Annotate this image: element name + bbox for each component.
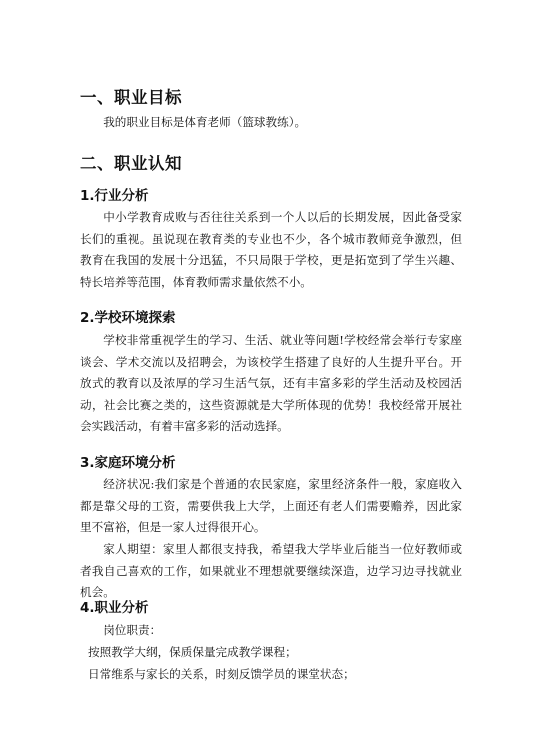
job-duty-item: 日常维系与家长的关系，时刻反馈学员的课堂状态； [88,667,355,681]
job-duties-label: 岗位职责： [103,623,162,637]
family-economic-paragraph: 经济状况:我们家是个普通的农民家庭，家里经济条件一般，家庭收入都是靠父母的工资，需要供我上大学，上面还有老人们需要赡养，因此家里不富裕，但是一家人过得很开心。 [80,477,462,534]
industry-paragraph: 中小学教育成败与否往往关系到一个人以后的长期发展，因此备受家长们的重视。虽说现在教育类的专业也不少，各个城市教师竞争激烈，但教育在我国的发展十分迅猛，不只局限于学校，更是拓宽到了学生兴趣、特长培养等范围，体育教师需求量依然不小。 [80,210,462,289]
career-goal-paragraph: 我的职业目标是体育老师（篮球教练）。 [103,115,307,129]
section-heading-career-goal: 一、职业目标 [80,88,182,107]
subsection-heading-school: 2.学校环境探索 [80,310,176,326]
subsection-heading-family: 3.家庭环境分析 [80,455,176,471]
job-duty-item: 按照教学大纲，保质保量完成教学课程； [88,645,297,659]
subsection-heading-industry: 1.行业分析 [80,188,149,204]
school-paragraph: 学校非常重视学生的学习、生活、就业等问题!学校经常会举行专家座谈会、学术交流以及招聘会，为该校学生搭建了良好的人生提升平台。开放式的教育以及浓厚的学习生活气氛，还有丰富多彩的学生活动及校园活动，社会比赛之类的，这些资源就是大学所体现的优势！我校经常开展社会实践活动，有着丰富多彩的活动选择。 [80,333,462,433]
family-expectation-paragraph: 家人期望：家里人都很支持我，希望我大学毕业后能当一位好教师或者我自己喜欢的工作，如果就业不理想就要继续深造，边学习边寻找就业机会。 [80,542,462,599]
section-heading-career-cognition: 二、职业认知 [80,154,182,173]
subsection-heading-career: 4.职业分析 [80,600,149,616]
